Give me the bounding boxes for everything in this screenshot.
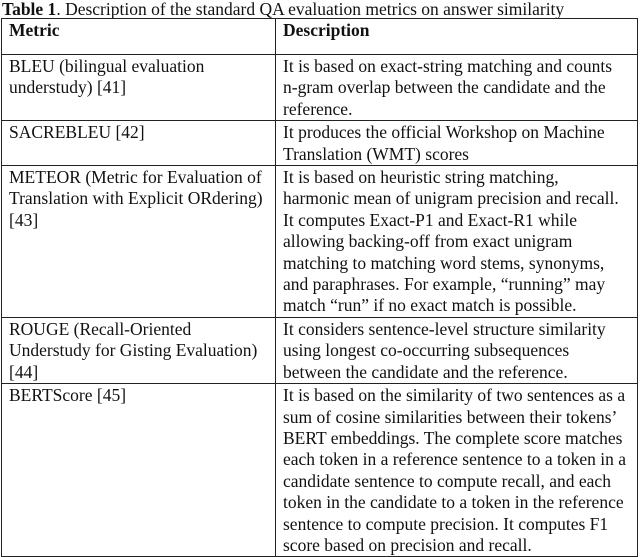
- table-caption: [2, 0, 564, 19]
- description-cell: It considers sentence-level structure similarity using longest co-occurring subsequences between the candidate and the reference.: [276, 317, 638, 383]
- table-row: [2, 317, 638, 383]
- description-cell: It produces the official Workshop on Machine Translation (WMT) scores: [276, 121, 638, 166]
- table-label: Table 1: [2, 0, 57, 19]
- metric-cell: BLEU (bilingual evaluation understudy) [41]: [2, 55, 276, 121]
- metrics-table: [1, 18, 638, 557]
- metric-cell: SACREBLEU [42]: [2, 121, 276, 166]
- metric-cell: ROUGE (Recall-Oriented Understudy for Gisting Evaluation) [44]: [2, 317, 276, 383]
- table-header-row: [2, 19, 638, 55]
- metric-cell: METEOR (Metric for Evaluation of Translation with Explicit ORdering) [43]: [2, 166, 276, 318]
- description-cell: It is based on exact-string matching and counts n-gram overlap between the candidate and the reference.: [276, 55, 638, 121]
- table-row: [2, 384, 638, 557]
- caption-text: . Description of the standard QA evaluation metrics on answer similarity: [56, 0, 565, 19]
- table-row: [2, 55, 638, 121]
- table-row: [2, 166, 638, 318]
- header-metric: Metric: [2, 19, 276, 55]
- header-description: Description: [276, 19, 638, 55]
- table-row: [2, 121, 638, 166]
- description-cell: It is based on heuristic string matching, harmonic mean of unigram precision and recall. It computes Exact-P1 and Exact-R1 while allowing backing-off from exact unigram matching to matching word stems, synonyms, and paraphrases. For example, “running” may match “run” if no exact match is possible.: [276, 166, 638, 318]
- metric-cell: BERTScore [45]: [2, 384, 276, 557]
- description-cell: It is based on the similarity of two sentences as a sum of cosine similarities between their tokens’ BERT embeddings. The complete score matches each token in a reference sentence to a token in a candidate sentence to compute recall, and each token in the candidate to a token in the reference sentence to compute precision. It computes F1 score based on precision and recall.: [276, 384, 638, 557]
